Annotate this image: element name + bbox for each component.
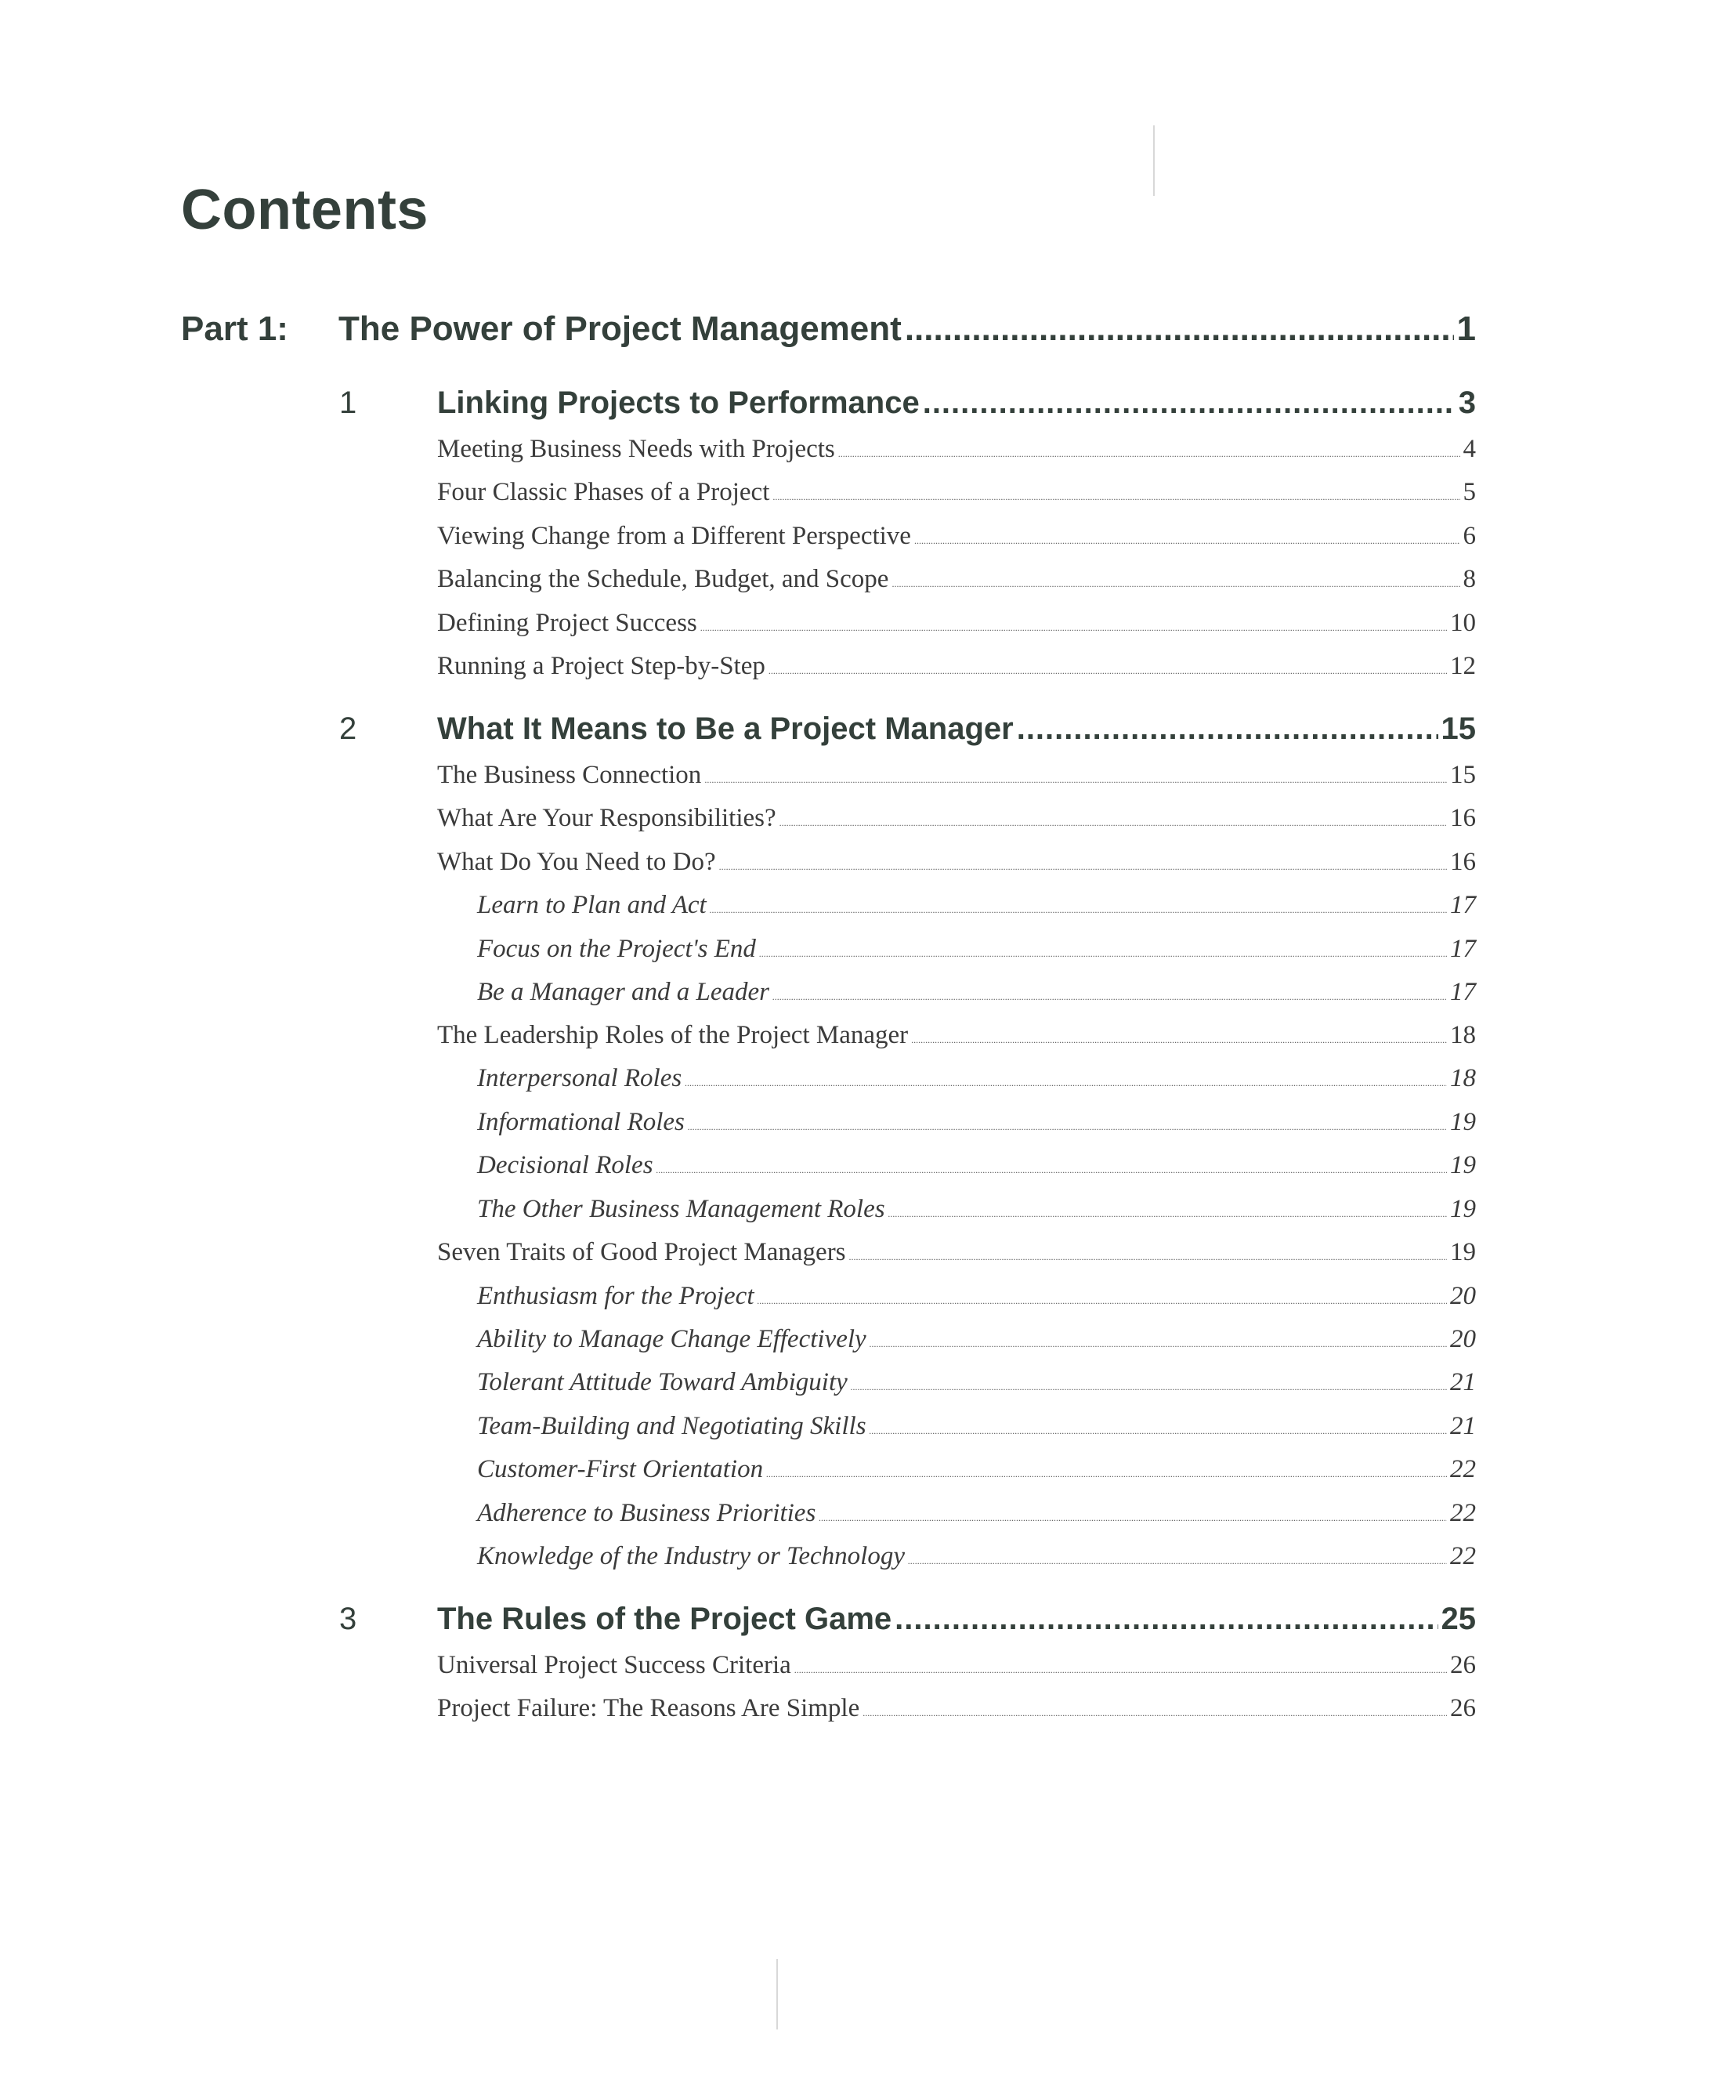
section-page-number: 19 bbox=[1450, 1238, 1476, 1266]
subsection-entry[interactable] bbox=[477, 1537, 1476, 1575]
section-page-number: 8 bbox=[1463, 565, 1476, 593]
section-title: What Are Your Responsibilities? bbox=[437, 804, 776, 832]
subsection-title: Ability to Manage Change Effectively bbox=[477, 1325, 866, 1353]
section-title: What Do You Need to Do? bbox=[437, 848, 716, 876]
chapter-entry[interactable] bbox=[437, 382, 1476, 423]
subsection-page-number: 18 bbox=[1450, 1064, 1476, 1092]
subsection-title: Focus on the Project's End bbox=[477, 935, 756, 963]
chapter-title: Linking Projects to Performance bbox=[437, 386, 920, 420]
chapter-entry[interactable] bbox=[437, 1599, 1476, 1639]
subsection-page-number: 19 bbox=[1450, 1195, 1476, 1223]
dot-leader bbox=[908, 1542, 1447, 1580]
subsection-entry[interactable] bbox=[477, 1407, 1476, 1445]
dot-leader bbox=[656, 1151, 1447, 1189]
part-title-row bbox=[338, 306, 1476, 353]
subsection-title: Team-Building and Negotiating Skills bbox=[477, 1412, 866, 1440]
subsection-page-number: 19 bbox=[1450, 1151, 1476, 1179]
section-entry[interactable] bbox=[437, 1233, 1476, 1271]
subsection-page-number: 20 bbox=[1450, 1325, 1476, 1353]
section-title: Four Classic Phases of a Project bbox=[437, 478, 770, 506]
dot-leader bbox=[870, 1412, 1447, 1450]
section-entry[interactable] bbox=[437, 473, 1476, 511]
chapter-page-number: 3 bbox=[1458, 386, 1476, 420]
section-page-number: 6 bbox=[1463, 522, 1476, 550]
dot-leader bbox=[819, 1499, 1447, 1537]
subsection-entry[interactable] bbox=[477, 1190, 1476, 1228]
section-entry[interactable] bbox=[437, 756, 1476, 794]
subsection-entry[interactable] bbox=[477, 1146, 1476, 1184]
dot-leader bbox=[772, 978, 1447, 1016]
subsection-title: Decisional Roles bbox=[477, 1151, 653, 1179]
subsection-title: The Other Business Management Roles bbox=[477, 1195, 885, 1223]
part-entry[interactable] bbox=[181, 306, 1476, 353]
section-title: Balancing the Schedule, Budget, and Scope bbox=[437, 565, 889, 593]
dot-leader bbox=[838, 435, 1460, 472]
subsection-entry[interactable] bbox=[477, 1450, 1476, 1488]
part-label: Part 1: bbox=[181, 310, 288, 348]
part-page-number: 1 bbox=[1456, 310, 1476, 348]
subsection-page-number: 17 bbox=[1450, 891, 1476, 919]
subsection-page-number: 21 bbox=[1450, 1412, 1476, 1440]
section-page-number: 12 bbox=[1450, 652, 1476, 680]
subsection-title: Enthusiasm for the Project bbox=[477, 1282, 754, 1310]
chapter-number: 1 bbox=[339, 386, 357, 420]
chapter-title: What It Means to Be a Project Manager bbox=[437, 711, 1014, 746]
subsection-page-number: 21 bbox=[1450, 1368, 1476, 1396]
dot-leader bbox=[911, 1021, 1447, 1059]
dot-leader bbox=[772, 478, 1459, 516]
subsection-entry[interactable] bbox=[477, 1494, 1476, 1532]
subsection-title: Interpersonal Roles bbox=[477, 1064, 682, 1092]
subsection-entry[interactable] bbox=[477, 1320, 1476, 1358]
section-entry[interactable] bbox=[437, 647, 1476, 685]
dot-leader bbox=[710, 891, 1447, 929]
subsection-title: Knowledge of the Industry or Technology bbox=[477, 1542, 905, 1570]
page-title: Contents bbox=[181, 179, 429, 241]
section-page-number: 16 bbox=[1450, 804, 1476, 832]
section-title: The Leadership Roles of the Project Manager bbox=[437, 1021, 909, 1049]
dot-leader bbox=[719, 848, 1447, 885]
subsection-page-number: 17 bbox=[1450, 935, 1476, 963]
subsection-page-number: 20 bbox=[1450, 1282, 1476, 1310]
dot-leader bbox=[851, 1368, 1447, 1406]
section-entry[interactable] bbox=[437, 1689, 1476, 1727]
subsection-entry[interactable] bbox=[477, 930, 1476, 968]
subsection-page-number: 22 bbox=[1450, 1455, 1476, 1483]
chapter-title: The Rules of the Project Game bbox=[437, 1602, 892, 1636]
dot-leader bbox=[769, 652, 1447, 690]
section-title: Viewing Change from a Different Perspective bbox=[437, 522, 911, 550]
section-title: Seven Traits of Good Project Managers bbox=[437, 1238, 846, 1266]
subsection-entry[interactable] bbox=[477, 973, 1476, 1011]
dot-leader bbox=[779, 804, 1447, 842]
chapter-number: 2 bbox=[339, 711, 357, 746]
dot-leader bbox=[863, 1694, 1447, 1732]
dot-leader bbox=[870, 1325, 1447, 1363]
chapter-number: 3 bbox=[339, 1602, 357, 1636]
dot-leader bbox=[914, 522, 1460, 559]
section-entry[interactable] bbox=[437, 843, 1476, 881]
subsection-title: Tolerant Attitude Toward Ambiguity bbox=[477, 1368, 848, 1396]
subsection-title: Informational Roles bbox=[477, 1108, 685, 1136]
subsection-page-number: 17 bbox=[1450, 978, 1476, 1006]
dot-leader bbox=[905, 306, 1454, 353]
section-title: The Business Connection bbox=[437, 761, 702, 789]
section-page-number: 26 bbox=[1450, 1694, 1476, 1722]
section-page-number: 16 bbox=[1450, 848, 1476, 876]
section-entry[interactable] bbox=[437, 604, 1476, 642]
subsection-page-number: 22 bbox=[1450, 1542, 1476, 1570]
subsection-entry[interactable] bbox=[477, 1059, 1476, 1097]
chapter-page-number: 25 bbox=[1441, 1602, 1476, 1636]
dot-leader bbox=[700, 609, 1447, 646]
dot-leader bbox=[685, 1064, 1447, 1102]
section-entry[interactable] bbox=[437, 430, 1476, 468]
subsection-page-number: 22 bbox=[1450, 1499, 1476, 1527]
section-title: Project Failure: The Reasons Are Simple bbox=[437, 1694, 860, 1722]
subsection-entry[interactable] bbox=[477, 1103, 1476, 1141]
section-page-number: 18 bbox=[1450, 1021, 1476, 1049]
dot-leader bbox=[704, 761, 1447, 798]
chapter-entry[interactable] bbox=[437, 708, 1476, 749]
scan-artifact bbox=[1153, 125, 1155, 196]
section-entry[interactable] bbox=[437, 1646, 1476, 1684]
section-page-number: 5 bbox=[1463, 478, 1476, 506]
subsection-title: Customer-First Orientation bbox=[477, 1455, 764, 1483]
dot-leader bbox=[923, 382, 1456, 423]
dot-leader bbox=[895, 1599, 1438, 1639]
subsection-title: Learn to Plan and Act bbox=[477, 891, 707, 919]
section-page-number: 4 bbox=[1463, 435, 1476, 463]
section-page-number: 15 bbox=[1450, 761, 1476, 789]
subsection-page-number: 19 bbox=[1450, 1108, 1476, 1136]
subsection-entry[interactable] bbox=[477, 1277, 1476, 1315]
dot-leader bbox=[892, 565, 1459, 603]
section-entry[interactable] bbox=[437, 560, 1476, 598]
dot-leader bbox=[849, 1238, 1447, 1276]
dot-leader bbox=[759, 935, 1447, 972]
section-title: Defining Project Success bbox=[437, 609, 697, 637]
section-page-number: 26 bbox=[1450, 1651, 1476, 1679]
section-entry[interactable] bbox=[437, 517, 1476, 555]
section-title: Universal Project Success Criteria bbox=[437, 1651, 791, 1679]
section-entry[interactable] bbox=[437, 1016, 1476, 1054]
section-entry[interactable] bbox=[437, 799, 1476, 837]
subsection-title: Be a Manager and a Leader bbox=[477, 978, 770, 1006]
dot-leader bbox=[766, 1455, 1447, 1493]
section-title: Running a Project Step-by-Step bbox=[437, 652, 765, 680]
dot-leader bbox=[888, 1195, 1447, 1233]
subsection-title: Adherence to Business Priorities bbox=[477, 1499, 816, 1527]
section-page-number: 10 bbox=[1450, 609, 1476, 637]
subsection-entry[interactable] bbox=[477, 886, 1476, 924]
dot-leader bbox=[758, 1282, 1448, 1320]
scan-artifact bbox=[776, 1959, 778, 2029]
chapter-page-number: 15 bbox=[1441, 711, 1476, 746]
part-title: The Power of Project Management bbox=[338, 310, 902, 348]
dot-leader bbox=[688, 1108, 1447, 1146]
dot-leader bbox=[794, 1651, 1447, 1689]
dot-leader bbox=[1017, 708, 1438, 749]
section-title: Meeting Business Needs with Projects bbox=[437, 435, 835, 463]
subsection-entry[interactable] bbox=[477, 1363, 1476, 1401]
